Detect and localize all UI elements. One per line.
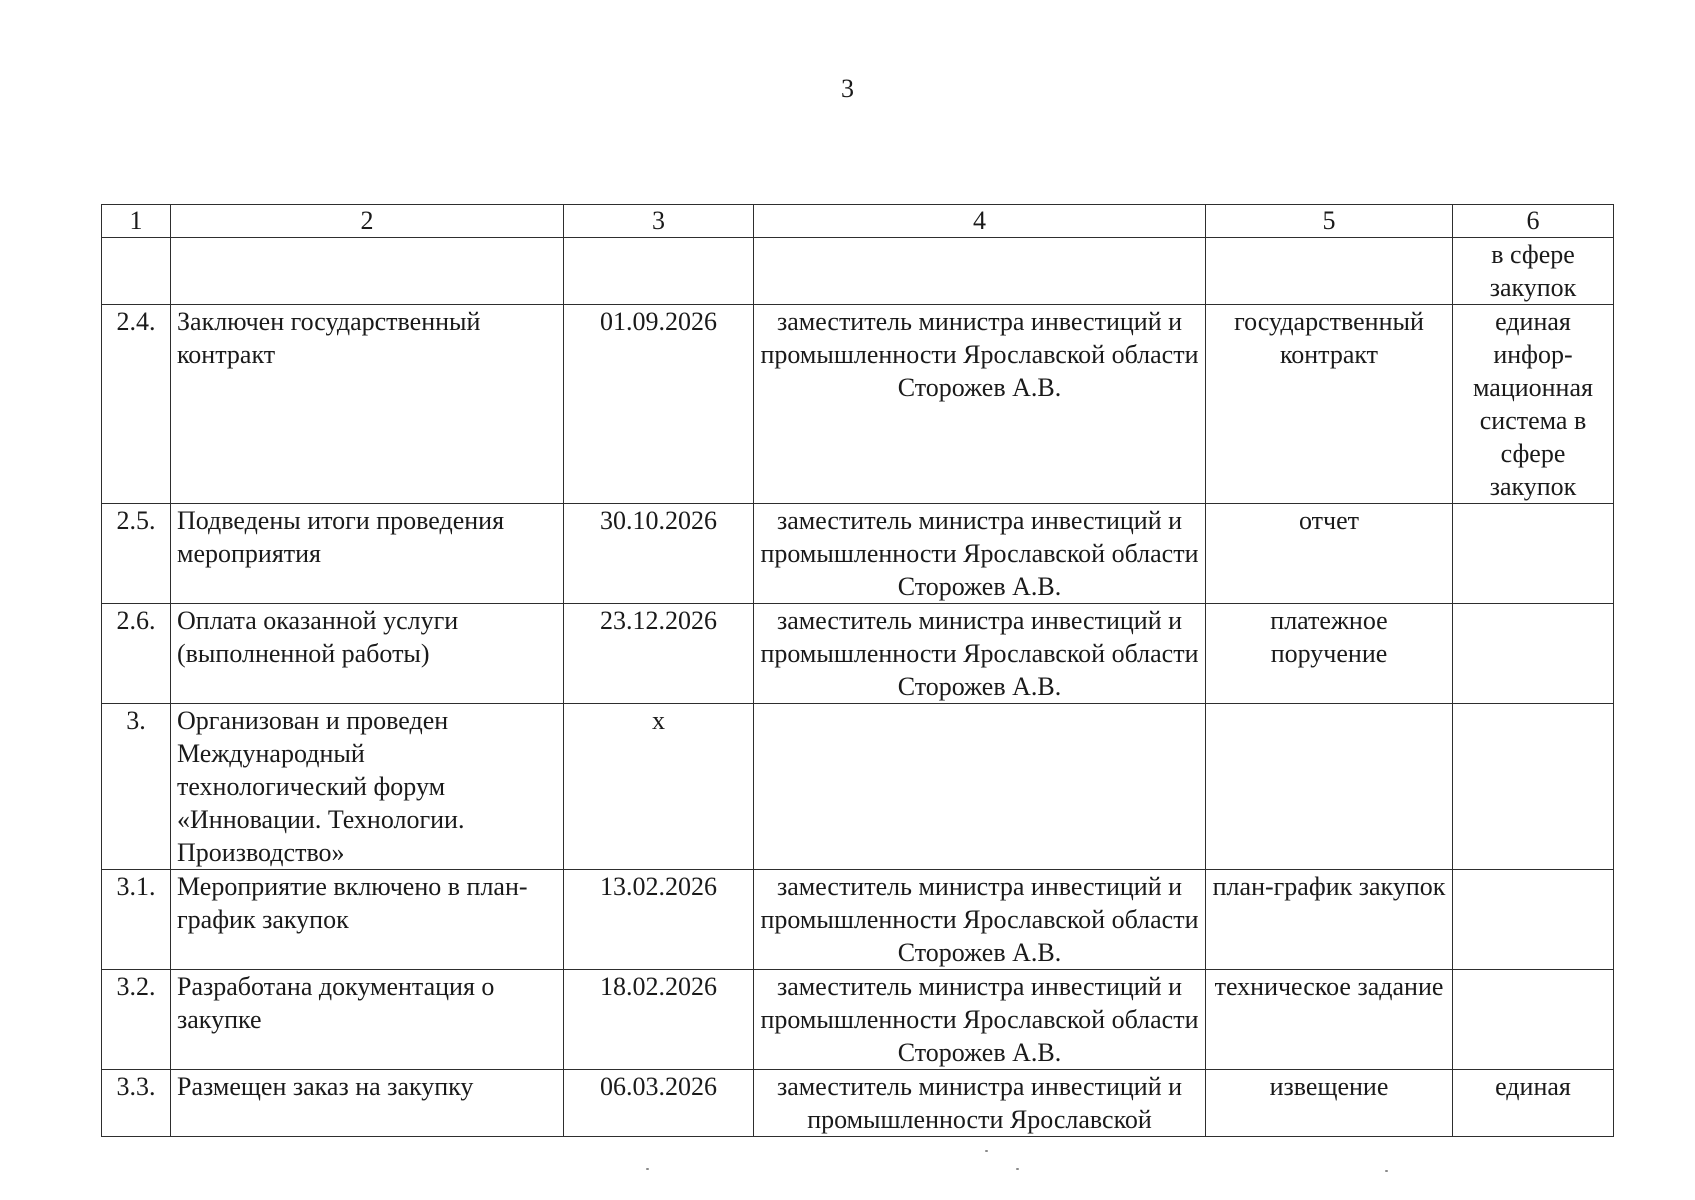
plan-table [101, 204, 1614, 1137]
responsible-person: заместитель министра инвестиций и промышленности Ярославской области Сторожев А.В. [754, 504, 1206, 604]
scan-speck [646, 1168, 649, 1170]
row-number: 3.1. [102, 870, 171, 970]
info-source [1453, 504, 1614, 604]
event-name [171, 238, 564, 305]
result-document: извещение [1206, 1070, 1453, 1137]
info-source [1453, 870, 1614, 970]
row-number: 2.6. [102, 604, 171, 704]
row-number: 3. [102, 704, 171, 870]
column-number-5: 5 [1206, 205, 1453, 238]
row-number: 3.3. [102, 1070, 171, 1137]
due-date: 06.03.2026 [564, 1070, 754, 1137]
result-document: платежное поручение [1206, 604, 1453, 704]
due-date: х [564, 704, 754, 870]
scan-speck [1016, 1168, 1019, 1170]
scan-speck [1385, 1170, 1388, 1172]
due-date: 13.02.2026 [564, 870, 754, 970]
table-row [102, 870, 1614, 970]
row-number: 3.2. [102, 970, 171, 1070]
row-number [102, 238, 171, 305]
result-document [1206, 238, 1453, 305]
column-number-2: 2 [171, 205, 564, 238]
table-row [102, 504, 1614, 604]
due-date: 30.10.2026 [564, 504, 754, 604]
result-document: отчет [1206, 504, 1453, 604]
due-date: 23.12.2026 [564, 604, 754, 704]
table-row [102, 604, 1614, 704]
table-row [102, 1070, 1614, 1137]
event-name: Мероприятие включено в план-график закупок [171, 870, 564, 970]
column-number-6: 6 [1453, 205, 1614, 238]
result-document: государственный контракт [1206, 305, 1453, 504]
row-number: 2.5. [102, 504, 171, 604]
result-document [1206, 704, 1453, 870]
responsible-person: заместитель министра инвестиций и промышленности Ярославской области Сторожев А.В. [754, 604, 1206, 704]
info-source [1453, 604, 1614, 704]
scan-speck [985, 1150, 988, 1152]
event-name: Оплата оказанной услуги (выполненной работы) [171, 604, 564, 704]
responsible-person [754, 704, 1206, 870]
column-number-4: 4 [754, 205, 1206, 238]
event-name: Заключен государственный контракт [171, 305, 564, 504]
column-number-3: 3 [564, 205, 754, 238]
event-name: Размещен заказ на закупку [171, 1070, 564, 1137]
due-date [564, 238, 754, 305]
result-document: план-график закупок [1206, 870, 1453, 970]
due-date: 18.02.2026 [564, 970, 754, 1070]
table-row [102, 238, 1614, 305]
event-name: Разработана документация о закупке [171, 970, 564, 1070]
table-row [102, 704, 1614, 870]
column-number-1: 1 [102, 205, 171, 238]
event-name: Организован и проведен Международный технологический форум «Инновации. Технологии. Производство» [171, 704, 564, 870]
info-source [1453, 970, 1614, 1070]
responsible-person [754, 238, 1206, 305]
row-number: 2.4. [102, 305, 171, 504]
responsible-person: заместитель министра инвестиций и промышленности Ярославской области Сторожев А.В. [754, 870, 1206, 970]
event-name: Подведены итоги проведения мероприятия [171, 504, 564, 604]
column-number-header-row [102, 205, 1614, 238]
page-number: 3 [841, 74, 854, 103]
info-source: единая инфор-мационная система в сфере закупок [1453, 305, 1614, 504]
due-date: 01.09.2026 [564, 305, 754, 504]
info-source [1453, 704, 1614, 870]
info-source: в сфере закупок [1453, 238, 1614, 305]
responsible-person: заместитель министра инвестиций и промышленности Ярославской области Сторожев А.В. [754, 305, 1206, 504]
table-row [102, 970, 1614, 1070]
responsible-person: заместитель министра инвестиций и промышленности Ярославской [754, 1070, 1206, 1137]
result-document: техническое задание [1206, 970, 1453, 1070]
responsible-person: заместитель министра инвестиций и промышленности Ярославской области Сторожев А.В. [754, 970, 1206, 1070]
info-source: единая [1453, 1070, 1614, 1137]
table-row [102, 305, 1614, 504]
